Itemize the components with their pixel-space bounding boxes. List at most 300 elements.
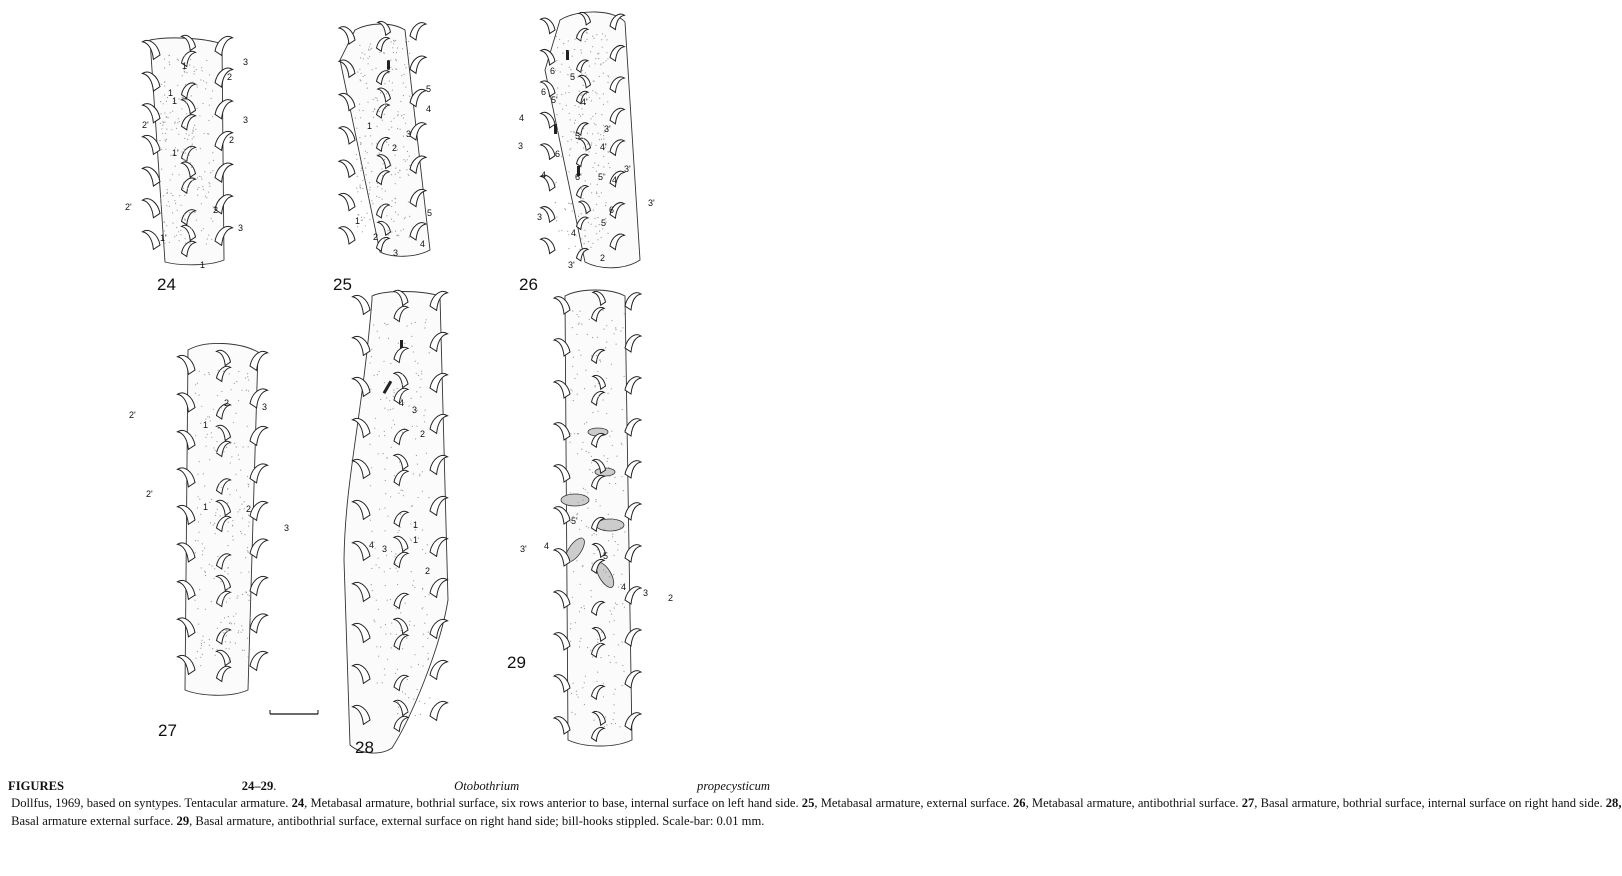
stipple-dot [228, 662, 229, 663]
stipple-dot [374, 428, 375, 429]
stipple-dot [164, 121, 165, 122]
stipple-dot [175, 166, 176, 167]
stipple-dot [427, 638, 428, 639]
stipple-dot [370, 49, 371, 50]
stipple-dot [405, 693, 406, 694]
stipple-dot [397, 571, 398, 572]
stipple-dot [395, 59, 396, 60]
stipple-dot [196, 220, 197, 221]
stipple-dot [248, 526, 249, 527]
stipple-dot [606, 724, 607, 725]
stipple-dot [201, 230, 202, 231]
caption-fig-27-number: 27 [1241, 796, 1255, 811]
stipple-dot [388, 234, 389, 235]
stipple-dot [377, 183, 378, 184]
stipple-dot [228, 630, 229, 631]
stipple-dot [189, 107, 190, 108]
stipple-dot [379, 337, 380, 338]
stipple-dot [194, 71, 195, 72]
stipple-dot [603, 104, 604, 105]
stipple-dot [225, 648, 226, 649]
stipple-dot [422, 665, 423, 666]
stipple-dot [233, 422, 234, 423]
stipple-dot [164, 82, 165, 83]
stipple-dot [422, 491, 423, 492]
stipple-dot [399, 170, 400, 171]
stipple-dot [400, 230, 401, 231]
stipple-dot [583, 128, 584, 129]
stipple-dot [416, 391, 417, 392]
stipple-dot [597, 53, 598, 54]
stipple-dot [183, 97, 184, 98]
stipple-dot [592, 116, 593, 117]
stipple-dot [215, 533, 216, 534]
stipple-dot [585, 489, 586, 490]
stipple-dot [201, 203, 202, 204]
stipple-dot [599, 139, 600, 140]
tentacle-hook [410, 23, 426, 40]
stipple-dot [366, 83, 367, 84]
stipple-dot [420, 396, 421, 397]
caption-fig-25-number: 25 [801, 796, 815, 811]
stipple-dot [555, 184, 556, 185]
stipple-dot [586, 210, 587, 211]
hook-label: 3' [568, 260, 575, 270]
hook-label: 5 [570, 72, 576, 82]
stipple-dot [249, 649, 250, 650]
stipple-dot [592, 36, 593, 37]
hook-label: 2 [246, 504, 252, 514]
stipple-dot [204, 485, 205, 486]
stipple-dot [370, 362, 371, 363]
stipple-dot [369, 193, 370, 194]
stipple-dot [197, 507, 198, 508]
stipple-dot [402, 392, 403, 393]
stipple-dot [377, 186, 378, 187]
stipple-dot [570, 433, 571, 434]
stipple-dot [597, 642, 598, 643]
stipple-dot [198, 532, 199, 533]
stipple-dot [201, 567, 202, 568]
stipple-dot [616, 456, 617, 457]
stipple-dot [384, 469, 385, 470]
stipple-dot [247, 426, 248, 427]
stipple-dot [203, 228, 204, 229]
stipple-dot [218, 428, 219, 429]
stipple-dot [597, 337, 598, 338]
hook-label: 3 [382, 544, 388, 554]
stipple-dot [398, 235, 399, 236]
stipple-dot [614, 620, 615, 621]
stipple-dot [248, 571, 249, 572]
hook-label: 4 [571, 228, 577, 238]
stipple-dot [200, 648, 201, 649]
stipple-dot [195, 393, 196, 394]
stipple-dot [595, 226, 596, 227]
stipple-dot [597, 549, 598, 550]
hook-label: 1 [413, 535, 419, 545]
stipple-dot [371, 200, 372, 201]
stipple-dot [577, 493, 578, 494]
stipple-dot [367, 213, 368, 214]
stipple-dot [390, 409, 391, 410]
stipple-dot [601, 139, 602, 140]
stipple-dot [384, 114, 385, 115]
stipple-dot [209, 186, 210, 187]
stipple-dot [427, 544, 428, 545]
stipple-dot [557, 87, 558, 88]
stipple-dot [574, 105, 575, 106]
stipple-dot [428, 658, 429, 659]
stipple-dot [201, 643, 202, 644]
stipple-dot [227, 531, 228, 532]
stipple-dot [187, 139, 188, 140]
stipple-dot [585, 676, 586, 677]
stipple-dot [236, 490, 237, 491]
stipple-dot [396, 568, 397, 569]
stipple-dot [232, 520, 233, 521]
stipple-dot [230, 462, 231, 463]
stipple-dot [166, 205, 167, 206]
stipple-dot [379, 567, 380, 568]
stipple-dot [416, 373, 417, 374]
tentacle-hook [215, 36, 233, 55]
stipple-dot [195, 600, 196, 601]
stipple-dot [189, 64, 190, 65]
stipple-dot [597, 672, 598, 673]
stipple-dot [557, 47, 558, 48]
stipple-dot [381, 188, 382, 189]
stipple-dot [609, 483, 610, 484]
stipple-dot [569, 113, 570, 114]
stipple-dot [161, 128, 162, 129]
stipple-dot [199, 115, 200, 116]
stipple-dot [247, 594, 248, 595]
hook-label: 3 [643, 588, 649, 598]
stipple-dot [404, 343, 405, 344]
stipple-dot [561, 64, 562, 65]
stipple-dot [373, 620, 374, 621]
stipple-dot [407, 47, 408, 48]
stipple-dot [584, 608, 585, 609]
stipple-dot [249, 522, 250, 523]
stipple-dot [360, 170, 361, 171]
stipple-dot [422, 471, 423, 472]
stipple-dot [195, 658, 196, 659]
stipple-dot [362, 220, 363, 221]
stipple-dot [398, 214, 399, 215]
stipple-dot [599, 224, 600, 225]
stipple-dot [598, 58, 599, 59]
caption-fig-27-text: , Basal armature, bothrial surface, internal surface on right hand side. [1254, 796, 1606, 811]
stipple-dot [597, 184, 598, 185]
stipple-dot [608, 467, 609, 468]
stipple-dot [402, 691, 403, 692]
stipple-dot [377, 100, 378, 101]
stipple-dot [208, 120, 209, 121]
stipple-dot [249, 617, 250, 618]
hook-label: 5' [571, 516, 578, 526]
stipple-dot [160, 198, 161, 199]
stipple-dot [603, 135, 604, 136]
stipple-dot [209, 639, 210, 640]
stipple-dot [569, 92, 570, 93]
stipple-dot [189, 243, 190, 244]
stipple-dot [576, 314, 577, 315]
stipple-dot [602, 33, 603, 34]
stipple-dot [593, 38, 594, 39]
stipple-dot [603, 73, 604, 74]
stipple-dot [205, 88, 206, 89]
stipple-dot [362, 231, 363, 232]
stipple-dot [386, 93, 387, 94]
stipple-dot [394, 118, 395, 119]
stipple-dot [384, 431, 385, 432]
stipple-dot [388, 72, 389, 73]
stipple-dot [375, 97, 376, 98]
stipple-dot [616, 662, 617, 663]
stipple-dot [583, 85, 584, 86]
stipple-dot [415, 438, 416, 439]
stipple-dot [607, 58, 608, 59]
stipple-dot [384, 323, 385, 324]
stipple-dot [380, 627, 381, 628]
stipple-dot [570, 641, 571, 642]
stipple-dot [624, 376, 625, 377]
stipple-dot [582, 538, 583, 539]
stipple-dot [591, 462, 592, 463]
stipple-dot [409, 216, 410, 217]
stipple-dot [172, 212, 173, 213]
stipple-dot [241, 533, 242, 534]
stipple-dot [395, 563, 396, 564]
stipple-dot [362, 188, 363, 189]
stipple-dot [165, 133, 166, 134]
stipple-dot [196, 108, 197, 109]
stipple-dot [609, 621, 610, 622]
stipple-dot [396, 634, 397, 635]
stipple-dot [174, 236, 175, 237]
stipple-dot [603, 93, 604, 94]
stipple-dot [176, 128, 177, 129]
stipple-dot [429, 697, 430, 698]
stipple-dot [610, 662, 611, 663]
hook-label: 3 [284, 523, 290, 533]
hook-label: 2 [425, 566, 431, 576]
stipple-dot [418, 497, 419, 498]
stipple-dot [395, 198, 396, 199]
stipple-dot [407, 679, 408, 680]
stipple-dot [242, 629, 243, 630]
hook-label: 3 [243, 115, 249, 125]
stipple-dot [397, 111, 398, 112]
stipple-dot [568, 234, 569, 235]
stipple-dot [234, 383, 235, 384]
stipple-dot [610, 610, 611, 611]
stipple-dot [622, 327, 623, 328]
stipple-dot [198, 496, 199, 497]
stipple-dot [609, 436, 610, 437]
stipple-dot [244, 650, 245, 651]
stipple-dot [384, 674, 385, 675]
stipple-dot [585, 41, 586, 42]
stipple-dot [213, 160, 214, 161]
stipple-dot [241, 572, 242, 573]
stipple-dot [178, 98, 179, 99]
stipple-dot [606, 413, 607, 414]
stipple-dot [200, 657, 201, 658]
stipple-dot [568, 50, 569, 51]
stipple-dot [230, 437, 231, 438]
tentacle-hook [625, 335, 641, 352]
stipple-dot [379, 435, 380, 436]
stipple-dot [615, 689, 616, 690]
stipple-dot [217, 395, 218, 396]
stipple-dot [607, 75, 608, 76]
stipple-dot [579, 249, 580, 250]
stipple-dot [596, 193, 597, 194]
stipple-dot [594, 533, 595, 534]
stipple-dot [390, 496, 391, 497]
stipple-dot [592, 90, 593, 91]
stipple-dot [231, 456, 232, 457]
stipple-dot [579, 114, 580, 115]
tentacle-hook [250, 614, 268, 633]
stipple-dot [586, 451, 587, 452]
stipple-dot [417, 464, 418, 465]
stipple-dot [187, 99, 188, 100]
stipple-dot [586, 150, 587, 151]
hook-label: 2' [142, 120, 149, 130]
stipple-dot [613, 574, 614, 575]
stipple-dot [203, 80, 204, 81]
stipple-dot [578, 324, 579, 325]
stipple-dot [162, 133, 163, 134]
stipple-dot [406, 637, 407, 638]
stipple-dot [404, 218, 405, 219]
stipple-dot [405, 123, 406, 124]
tentacle-hook [142, 199, 160, 218]
stipple-dot [574, 123, 575, 124]
stipple-dot [611, 614, 612, 615]
stipple-dot [581, 238, 582, 239]
stipple-dot [229, 660, 230, 661]
stipple-dot [580, 638, 581, 639]
stipple-dot [378, 558, 379, 559]
stipple-dot [402, 384, 403, 385]
stipple-dot [202, 186, 203, 187]
stipple-dot [403, 95, 404, 96]
stipple-dot [209, 459, 210, 460]
stipple-dot [578, 350, 579, 351]
stipple-dot [572, 56, 573, 57]
stipple-dot [384, 408, 385, 409]
stipple-dot [161, 149, 162, 150]
stipple-dot [384, 159, 385, 160]
stipple-dot [415, 361, 416, 362]
stipple-dot [585, 75, 586, 76]
stipple-dot [378, 656, 379, 657]
stipple-dot [406, 67, 407, 68]
stipple-dot [582, 442, 583, 443]
stipple-dot [224, 617, 225, 618]
stipple-dot [214, 578, 215, 579]
stipple-dot [385, 480, 386, 481]
stipple-dot [189, 227, 190, 228]
stipple-dot [205, 437, 206, 438]
stipple-dot [597, 403, 598, 404]
hook-label: 4 [621, 582, 627, 592]
stipple-dot [211, 601, 212, 602]
stipple-dot [377, 154, 378, 155]
stipple-dot [425, 596, 426, 597]
stipple-dot [580, 584, 581, 585]
stipple-dot [576, 35, 577, 36]
stipple-dot [587, 508, 588, 509]
stipple-dot [582, 565, 583, 566]
stipple-dot [578, 502, 579, 503]
hook-label: 5 [426, 84, 432, 94]
stipple-dot [248, 656, 249, 657]
stipple-dot [370, 520, 371, 521]
stipple-dot [413, 580, 414, 581]
stipple-dot [605, 716, 606, 717]
stipple-dot [172, 174, 173, 175]
stipple-dot [369, 46, 370, 47]
stipple-dot [380, 399, 381, 400]
stipple-dot [397, 388, 398, 389]
stipple-dot [221, 391, 222, 392]
stipple-dot [240, 497, 241, 498]
stipple-dot [591, 596, 592, 597]
stipple-dot [581, 94, 582, 95]
stipple-dot [579, 91, 580, 92]
stipple-dot [180, 234, 181, 235]
stipple-dot [376, 143, 377, 144]
stipple-dot [594, 386, 595, 387]
stipple-dot [210, 218, 211, 219]
stipple-dot [391, 219, 392, 220]
stipple-dot [416, 455, 417, 456]
stipple-dot [211, 499, 212, 500]
stipple-dot [556, 216, 557, 217]
stipple-dot [190, 162, 191, 163]
hook-label: 5' [598, 172, 605, 182]
stipple-dot [596, 34, 597, 35]
stipple-dot [402, 432, 403, 433]
stipple-dot [371, 467, 372, 468]
stipple-dot [583, 147, 584, 148]
stipple-dot [588, 527, 589, 528]
stipple-dot [191, 95, 192, 96]
stipple-dot [190, 59, 191, 60]
stipple-dot [590, 590, 591, 591]
stipple-dot [203, 189, 204, 190]
stipple-dot [194, 73, 195, 74]
stipple-dot [169, 64, 170, 65]
stipple-dot [184, 151, 185, 152]
stipple-dot [580, 355, 581, 356]
stipple-dot [360, 117, 361, 118]
stipple-dot [199, 371, 200, 372]
stipple-dot [403, 83, 404, 84]
stipple-dot [601, 114, 602, 115]
stipple-dot [178, 134, 179, 135]
stipple-dot [169, 242, 170, 243]
stipple-dot [383, 453, 384, 454]
stipple-dot [402, 548, 403, 549]
stipple-dot [186, 161, 187, 162]
